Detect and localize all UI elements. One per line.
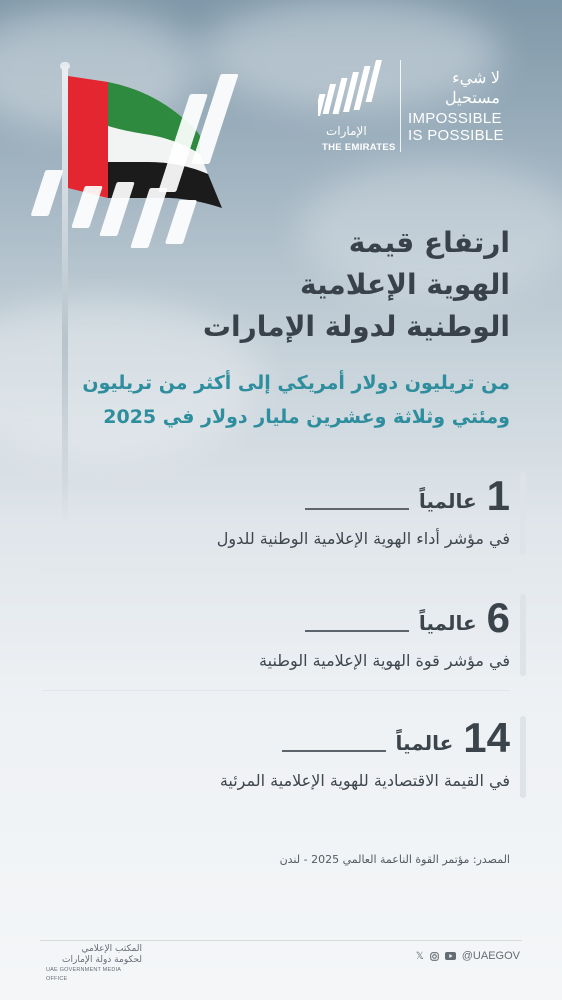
stat-item [80,474,510,550]
slogan [408,58,504,144]
divider [42,690,510,691]
stat-accent-bar [520,594,526,676]
stat-label: عالمياً [418,489,477,513]
stat-underline [282,750,386,752]
emirates-brand-mark-icon [318,60,390,122]
divider [42,568,510,569]
stat-item [80,716,510,792]
headline-line2: الهوية الإعلامية [300,268,510,301]
headline-line3: الوطنية لدولة الإمارات [202,310,510,343]
headline-line1: ارتفاع قيمة [348,226,510,259]
office-arabic-line2: لحكومة دولة الإمارات [62,955,142,965]
stat-underline [305,508,409,510]
uae-government-media-office-logo [46,944,142,984]
stat-description: في مؤشر أداء الهوية الإعلامية الوطنية للدول [216,529,510,548]
stat-underline [305,630,409,632]
social-handle [416,950,520,962]
logo-english-text: THE EMIRATES [322,142,396,153]
logo-divider [400,60,401,152]
stat-accent-bar [520,716,526,798]
logo-arabic-text: الإمارات [326,124,367,138]
stat-description: في القيمة الاقتصادية للهوية الإعلامية المرئية [219,771,510,790]
slogan-arabic-line2: مستحيل [445,90,500,107]
headline [110,222,510,348]
stat-accent-bar [520,472,526,554]
youtube-icon[interactable] [445,952,456,960]
subheadline-line2: ومئتي وثلاثة وعشرين مليار دولار في 2025 [103,406,510,428]
office-english-name: UAE GOVERNMENT MEDIA OFFICE [46,967,121,982]
subheadline [70,366,510,434]
stat-item [80,596,510,672]
subheadline-line1: من تريليون دولار أمريكي إلى أكثر من تريليون [82,372,510,394]
stat-number: 1 [486,472,510,519]
stat-label: عالمياً [418,611,477,635]
decorative-stroke [31,170,64,216]
stat-number: 14 [463,714,510,761]
handle-text[interactable]: @UAEGOV [461,950,520,962]
slogan-arabic-line1: لا شيء [452,70,500,87]
instagram-icon[interactable] [430,952,439,961]
office-arabic-line1: المكتب الإعلامي [81,944,142,954]
footer-divider [40,940,522,941]
the-emirates-logo [318,58,538,158]
source-note: المصدر: مؤتمر القوة الناعمة العالمي 2025 - لندن [279,853,510,866]
x-icon[interactable]: 𝕏 [415,950,424,962]
stat-description: في مؤشر قوة الهوية الإعلامية الوطنية [259,651,510,670]
stat-number: 6 [486,594,510,641]
slogan-english-line1: IMPOSSIBLE [408,110,502,127]
stat-label: عالمياً [395,731,454,755]
slogan-english-line2: IS POSSIBLE [408,127,504,144]
